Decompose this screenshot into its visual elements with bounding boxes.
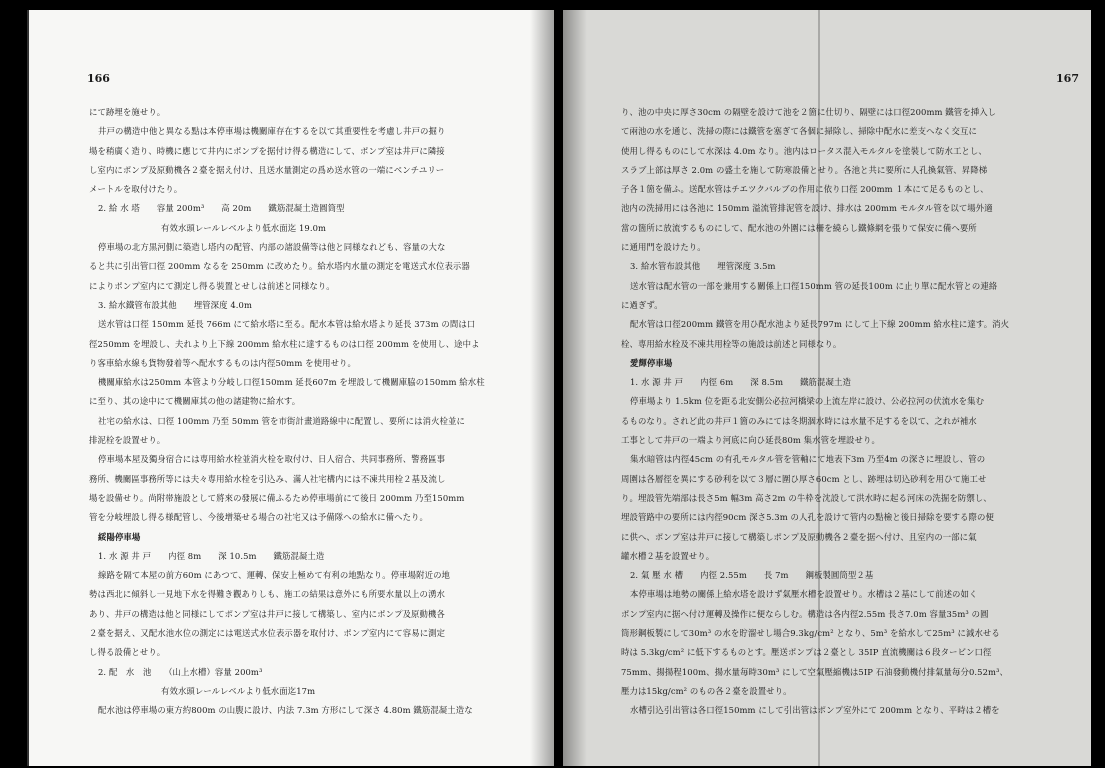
text-line: 場を稍廣く造り、時機に應じて井内にポンプを据付け得る構造にして、ポンプ室は井戸に隣接	[89, 145, 445, 156]
text-line: 筒形鋼板製にして30m³ の水を貯溜せし場合9.3kg/cm² となり、5m³ を給水して25m³ に減水せる	[621, 628, 1000, 639]
text-line: に供へ、ポンプ室は井戸に接して構築しポンプ及原動機各２臺を据へ付け、且室内の一部に氣	[621, 531, 977, 542]
text-line: 本停車場は地勢の關係上給水塔を設けず氣壓水槽を設置せり。水槽は２基にして前述の如く	[630, 589, 978, 600]
text-line: 75mm、揚揚程100m、揚水量毎時30m³ にして空氣壓縮機は5IP 石油發動機付排氣量毎分0.52m³、	[621, 666, 1008, 677]
text-line: 2. 給 水 塔 容量 200m³ 高 20m 鐵筋混凝土造圓筒型	[98, 203, 345, 214]
text-line: 管を分岐埋設し得る様配管し、今後增築せる場合の社宅又は予備隊への給水に備へたり。	[89, 512, 428, 523]
left-page	[27, 10, 554, 766]
page-text	[89, 103, 521, 721]
text-line: 配水池は停車場の東方約800m の山腹に設け、内法 7.3m 方形にして深さ 4.80m 鐵筋混凝土造な	[98, 705, 473, 716]
text-line: 埋設管路中の要所には内徑90cm 深さ5.3m の人孔を設けて管内の點檢と後日掃除を要する際の便	[621, 512, 994, 523]
text-line: 停車場の北方黒河側に築造し塔内の配管、内部の諸設備等は他と同様なれども、容量の大な	[98, 242, 446, 253]
text-line: 使用し得るものにして水深は 4.0m なり。池内はロータス混入モルタルを塗裝して防水工とし、	[621, 145, 987, 156]
text-line: し得る設備とせり。	[89, 647, 166, 658]
text-line: 壓力は15kg/cm² のもの各２臺を設置せり。	[621, 685, 792, 696]
text-line: るものなり。されど此の井戸１箇のみにては冬期涸水時には水量不足するを以て、之れが補水	[621, 415, 977, 426]
text-line: 水槽引込引出管は各口徑150mm にして引出管はポンプ室外にて 200mm となり、平時は２槽を	[630, 705, 1000, 716]
text-line: 3. 給水管布設其他 埋管深度 3.5m	[630, 261, 776, 272]
text-line: ると共に引出管口徑 200mm なるを 250mm に改めたり。給水塔内水量の測定を電送式水位表示器	[89, 261, 470, 272]
page-number: 166	[87, 72, 110, 85]
text-line: に過ぎず。	[621, 299, 663, 310]
page-number: 167	[1056, 72, 1079, 85]
text-line: によりポンプ室内にて測定し得る裝置とせしは前述と同様なり。	[89, 280, 335, 291]
section-heading: 綏陽停車場	[98, 531, 141, 542]
text-line: 徑250mm を埋設し、夫れより上下線 200mm 給水柱に達するものは口徑 200mm を使用し、途中よ	[89, 338, 480, 349]
text-line: 有效水頭レールレベルより低水面迄 19.0m	[161, 222, 327, 233]
text-line: ポンプ室内に据へ付け運轉及操作に便ならしむ。構造は各内徑2.55m 長さ7.0m 容量35m³ の圓	[621, 608, 989, 619]
text-line: 井戸の構造中他と異なる點は本停車場は機關庫存在するを以て其重要性を考慮し井戸の掘り	[98, 126, 446, 137]
text-line: にて跡埋を施せり。	[89, 107, 166, 117]
text-line: に通用門を設けたり。	[621, 242, 706, 253]
text-line: あり、井戸の構造は他と同様にしてポンプ室は井戸に接して構築し、室内にポンプ及原動機各	[89, 608, 445, 619]
text-line: り客車給水線も貨物發着等へ配水するものは内徑50mm を使用せり。	[89, 357, 356, 368]
text-line: り、池の中央に厚さ30cm の隔壁を設けて池を２箇に仕切り、隔壁には口徑200mm 鐵管を挿入し	[621, 107, 997, 117]
text-line: スラブ上部は厚さ 2.0m の盛土を施して防寒設備とせり。各池と共に要所に人孔換氣管、昇降梯	[621, 164, 988, 175]
text-line: 停車場より 1.5km 位を距る北安側公必拉河橋梁の上流左岸に設け、公必拉河の伏流水を集む	[630, 396, 985, 407]
text-line: 排泥栓を設置せり。	[89, 435, 166, 446]
text-line: に至り、其の途中にて機關庫其の他の諸建物に給水す。	[89, 396, 301, 407]
text-line: 池内の洗掃用には各池に 150mm 溢流管排泥管を設け、排水は 200mm モルタル管を以て場外適	[621, 203, 993, 214]
text-line: 集水暗管は内徑45cm の有孔モルタル管を管軸にて地表下3m 乃至4m の深さに埋設し、管の	[630, 454, 986, 465]
text-line: し室内にポンプ及原動機各２臺を据え付け、且送水量測定の爲め送水管の一端にベンチユリー	[89, 164, 445, 175]
text-line: 送水管は口徑 150mm 延長 766m にて給水塔に至る。配水本管は給水塔より延長 373m の間は口	[98, 319, 476, 330]
text-line: 栓、専用給水栓及不凍共用栓等の施設は前述と同様なり。	[621, 338, 842, 349]
text-line: 2. 氣 壓 水 槽 内徑 2.55m 長 7m 鋼板製圓筒型２基	[630, 570, 874, 581]
gutter-shadow	[530, 10, 554, 766]
text-line: 有效水頭レールレベルより低水面迄17m	[161, 685, 316, 696]
text-line: 送水管は配水管の一部を兼用する關係上口徑150mm 管の延長100m に止り單に配水管との連絡	[630, 280, 998, 291]
text-line: 1. 水 源 井 戸 内徑 6m 深 8.5m 鐵筋混凝土造	[630, 377, 851, 388]
page-text	[621, 103, 1061, 721]
text-line: メートルを取付けたり。	[89, 184, 183, 195]
text-line: 配水管は口徑200mm 鐵管を用ひ配水池より延長797m にして上下線 200mm 給水柱に達す。消火	[630, 319, 1010, 330]
text-line: 社宅の給水は、口徑 100mm 乃至 50mm 管を市街計畫道路線中に配置し、要所には消火栓並に	[98, 415, 465, 426]
text-line: 線路を隔て本屋の前方60m にあつて、運轉、保安上極めて有利の地點なり。停車場附近の地	[98, 570, 451, 581]
text-line: 1. 水 源 井 戸 内徑 8m 深 10.5m 鐵筋混凝土造	[98, 550, 325, 561]
text-line: ２臺を据え、又配水池水位の測定には電送式水位表示器を取付け、ポンプ室内にて容易に測定	[89, 628, 446, 639]
text-line: 罐水槽２基を設置せり。	[621, 550, 715, 561]
text-line: 子各１箇を備ふ。送配水管はチエツクバルブの作用に依り口徑 200mm １本にて足るものとし、	[621, 184, 989, 195]
page-edge	[27, 10, 29, 766]
text-line: 周圍は各層徑を異にする砂利を以て３層に圍ひ厚さ60cm とし、跡埋は切込砂利を用ひて施工せ	[621, 473, 987, 484]
text-line: 時は 5.3kg/cm² に低下するものとす。壓送ポンプは２臺とし 35IP 直流機關は６段タービン口徑	[621, 647, 992, 658]
text-line: 勢は西北に傾斜し一見地下水を得難き觀ありしも、施工の結果は意外にも所要水量以上の湧水	[89, 589, 445, 600]
text-line: 停車場本屋及獨身宿合には専用給水栓並消火栓を取付け、日人宿合、共同事務所、警務區事	[98, 454, 446, 465]
gutter-shadow	[563, 10, 587, 766]
text-line: て兩池の水を通じ、洗掃の際には鐵管を塞ぎて各個に掃除し、掃除中配水に差支へなく交互に	[621, 126, 977, 137]
text-line: 當の箇所に放流するものにして、配水池の外圍には柵を繞らし鐵條網を張りて保安に備へ要所	[621, 222, 977, 233]
text-line: 機關庫給水は250mm 本管より分岐し口徑150mm 延長607m を埋設して機關庫脇の150mm 給水柱	[98, 377, 485, 388]
text-line: 場を設備せり。尚附帯施設として將來の發展に備ふるため停車場前にて後日 200mm 乃至150mm	[89, 492, 465, 503]
right-page	[563, 10, 1091, 766]
text-line: 務所、機關區事務所等には夫々専用給水栓を引込み、滿人社宅構内には不凍共用栓２基及流し	[89, 473, 446, 484]
text-line: 工事として井戸の一端より河底に向ひ延長80m 集水管を埋設せり。	[621, 435, 880, 446]
text-line: 3. 給水鐵管布設其他 埋管深度 4.0m	[98, 299, 253, 310]
section-heading: 愛輝停車場	[630, 357, 673, 368]
text-line: 2. 配 水 池 （山上水槽）容量 200m³	[98, 666, 263, 677]
text-line: り。埋設管先端部は長さ5m 幅3m 高さ2m の牛枠を沈設して洪水時に起る河床の洗掘を防禦し、	[621, 492, 992, 503]
